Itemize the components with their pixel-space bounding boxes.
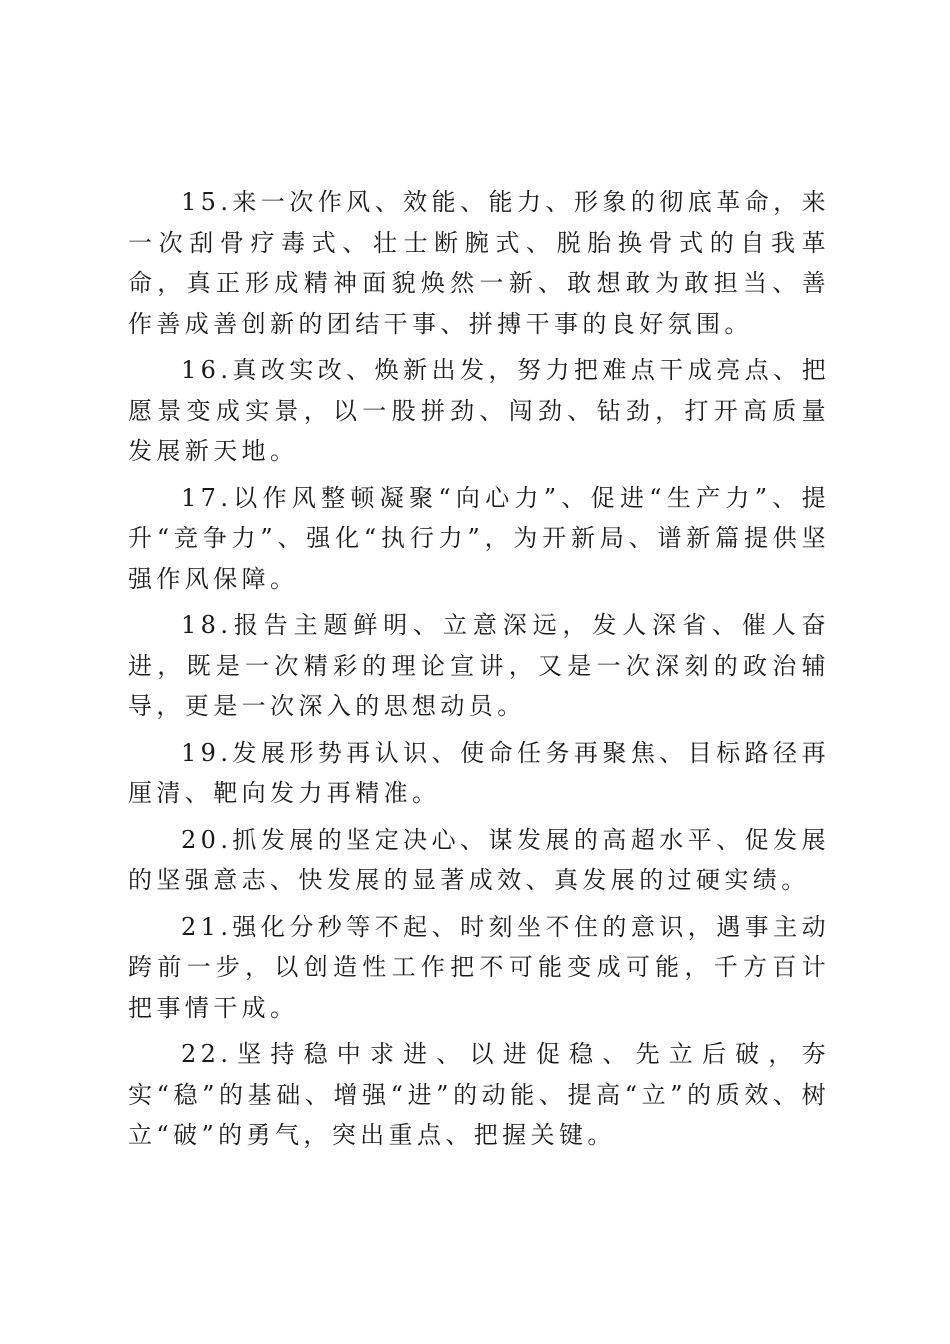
- paragraph-18: 18.报告主题鲜明、立意深远，发人深省、催人奋进，既是一次精彩的理论宣讲，又是一次深刻的政治辅导，更是一次深入的思想动员。: [128, 611, 830, 720]
- paragraph-21: 21.强化分秒等不起、时刻坐不住的意识，遇事主动跨前一步，以创造性工作把不可能变成可能，千方百计把事情干成。: [128, 912, 830, 1022]
- paragraph-17: 17.以作风整顿凝聚“向心力”、促进“生产力”、提升“竞争力”、强化“执行力”，为开新局、谱新篇提供坚强作风保障。: [128, 483, 830, 593]
- paragraph-20: 20.抓发展的坚定决心、谋发展的高超水平、促发展的坚强意志、快发展的显著成效、真发展的过硬实绩。: [128, 825, 830, 894]
- paragraph-22: 22.坚持稳中求进、以进促稳、先立后破，夯实“稳”的基础、增强“进”的动能、提高“立”的质效、树立“破”的勇气，突出重点、把握关键。: [128, 1040, 830, 1149]
- paragraph-15: 15.来一次作风、效能、能力、形象的彻底革命，来一次刮骨疗毒式、壮士断腕式、脱胎换骨式的自我革命，真正形成精神面貌焕然一新、敢想敢为敢担当、善作善成善创新的团结干事、拼搏干事的良好氛围。: [128, 188, 830, 338]
- paragraph-16: 16.真改实改、焕新出发，努力把难点干成亮点、把愿景变成实景，以一股拼劲、闯劲、钻劲，打开高质量发展新天地。: [128, 356, 830, 465]
- document-body: [128, 182, 830, 1162]
- paragraph-19: 19.发展形势再认识、使命任务再聚焦、目标路径再厘清、靶向发力再精准。: [128, 738, 830, 807]
